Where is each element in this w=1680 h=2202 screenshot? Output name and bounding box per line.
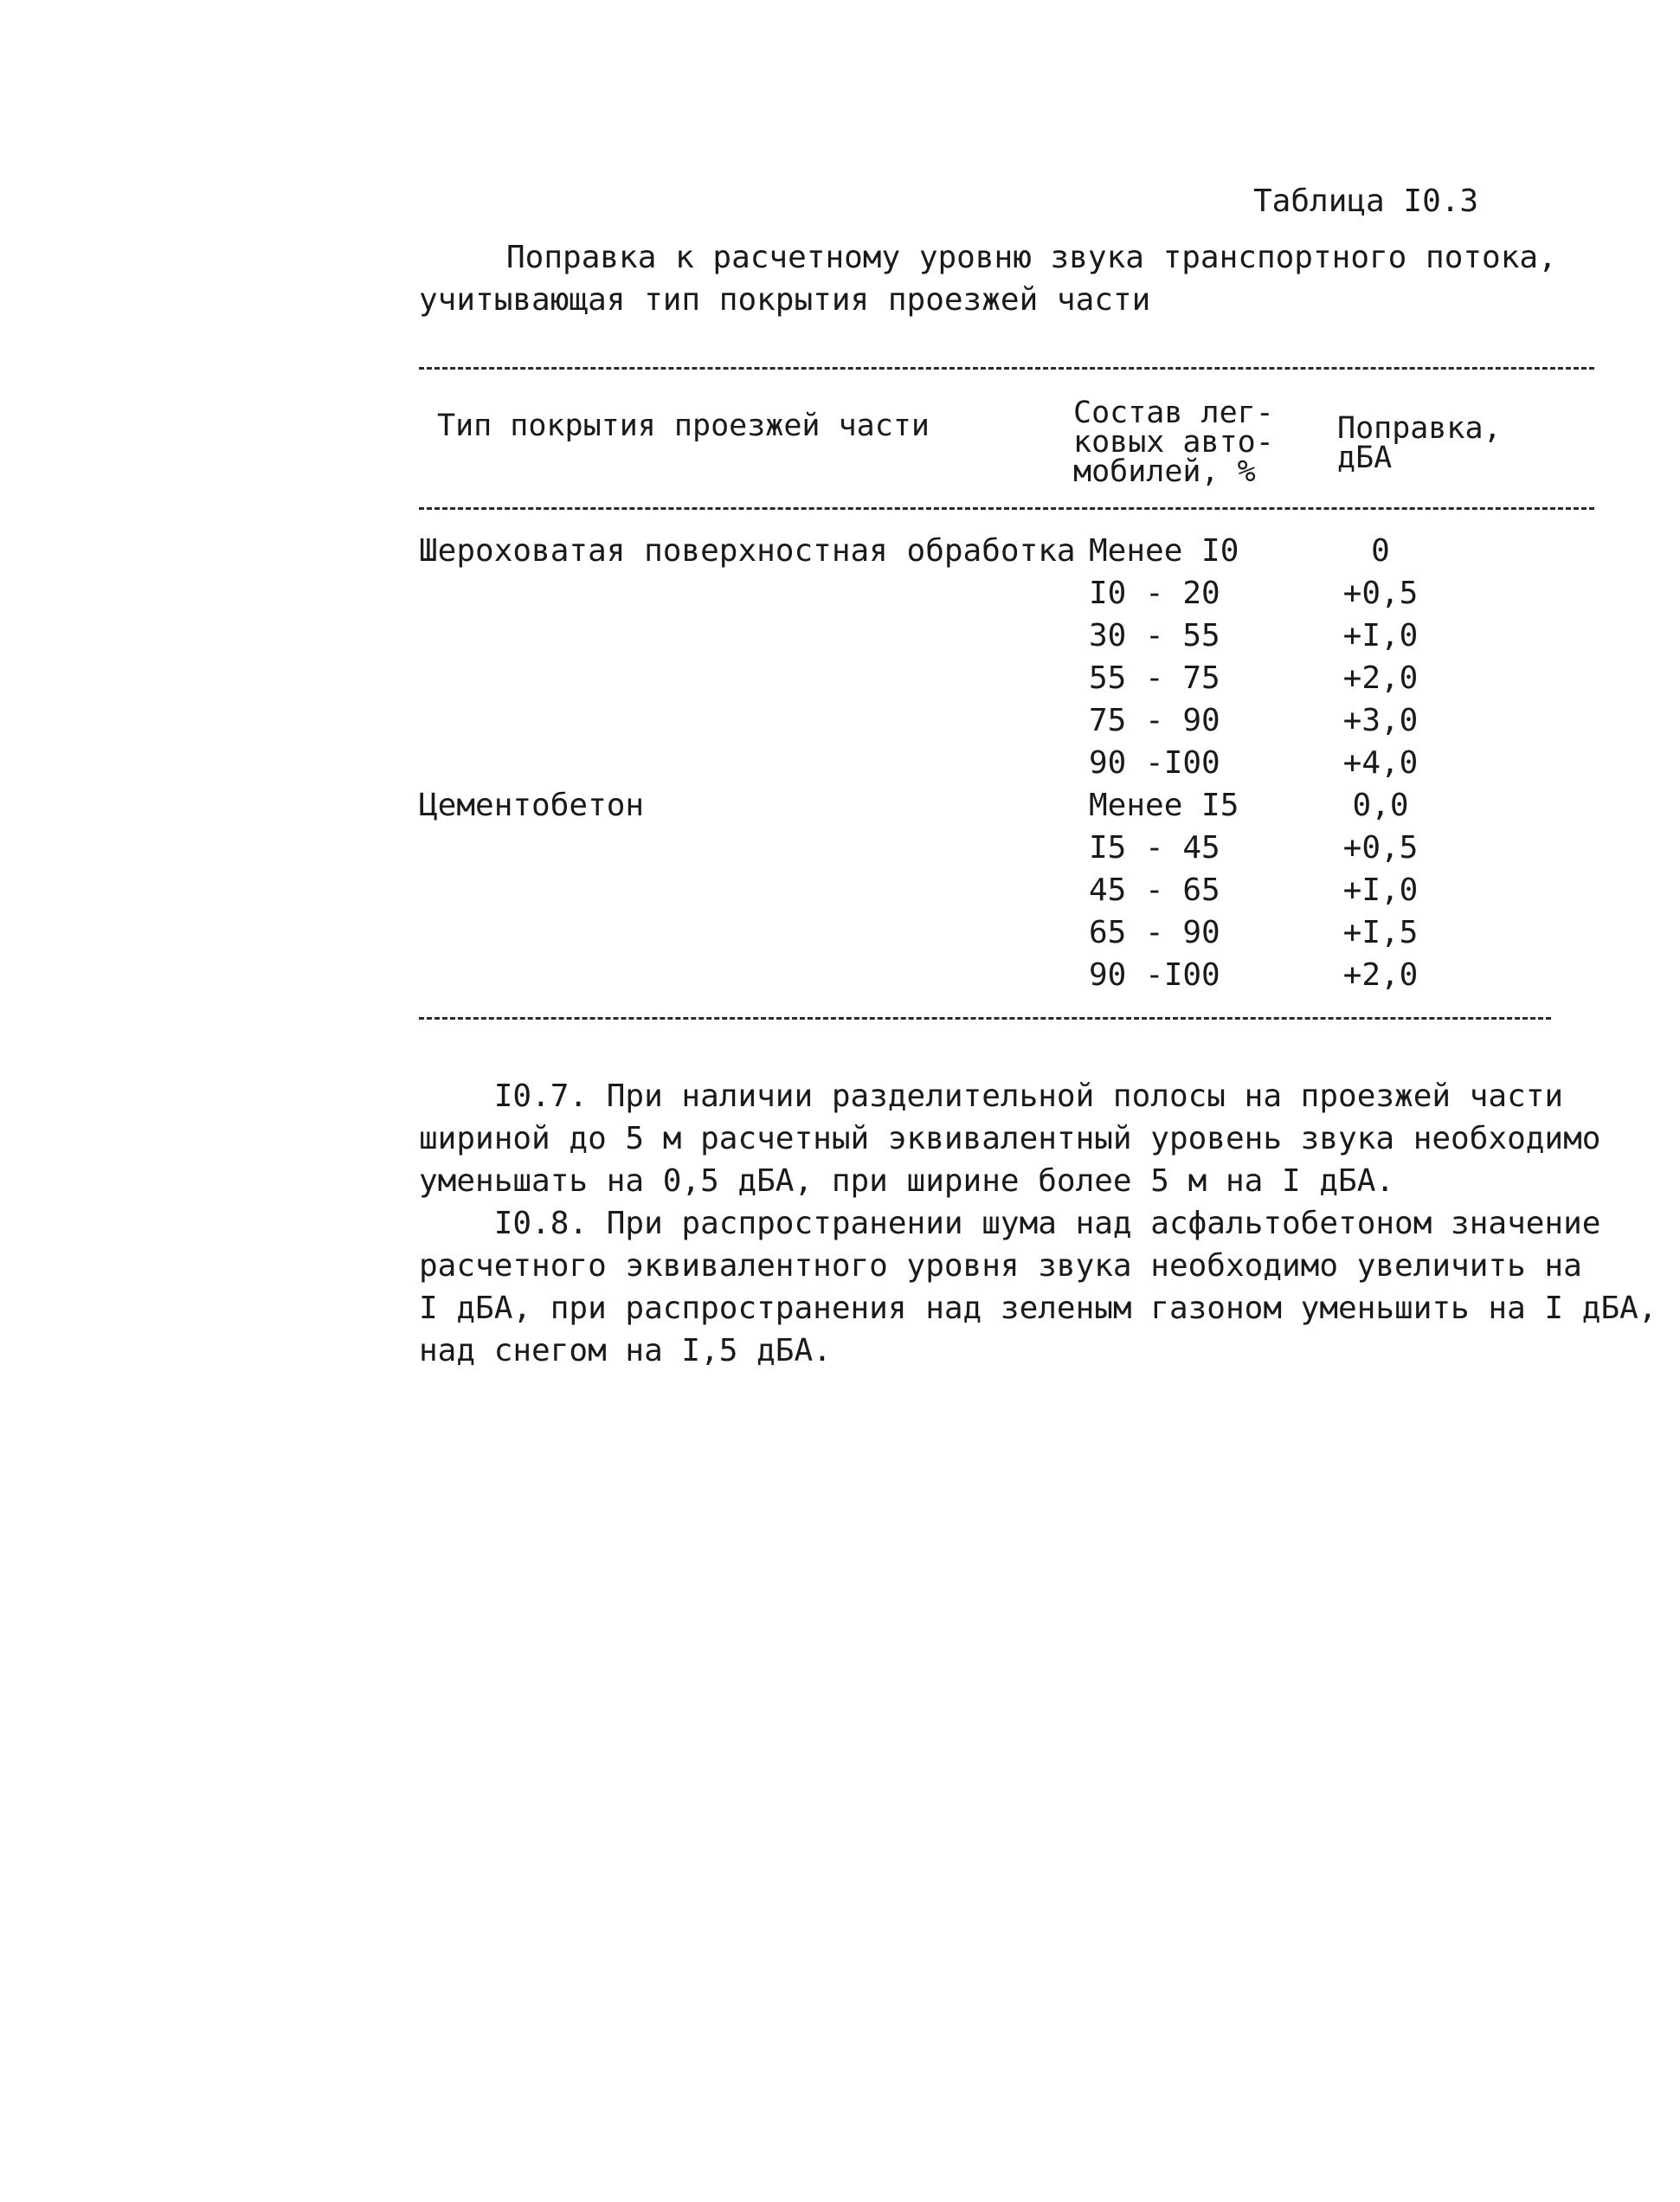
header-car-share-line-3: мобилей, % — [1073, 454, 1256, 489]
car-share-cell: 90 -I00 — [1089, 745, 1220, 781]
car-share-cell: 55 - 75 — [1089, 660, 1220, 696]
car-share-cell: 45 - 65 — [1089, 872, 1220, 908]
header-correction-line-1: Поправка, — [1337, 411, 1502, 446]
table-caption-line-1: Поправка к расчетному уровню звука транспортного потока, — [506, 240, 1557, 275]
surface-type-cell: Цементобетон — [419, 788, 645, 823]
correction-cell: +4,0 — [1342, 745, 1419, 781]
paragraph-line: I0.8. При распространении шума над асфальтобетоном значение — [419, 1206, 1601, 1241]
correction-cell: +3,0 — [1342, 703, 1419, 738]
car-share-cell: I0 - 20 — [1089, 576, 1220, 611]
header-car-share — [1073, 396, 1274, 489]
table-top-rule — [419, 367, 1594, 370]
car-share-cell: 65 - 90 — [1089, 915, 1220, 950]
surface-type-cell: Шероховатая поверхностная обработка — [419, 533, 1076, 569]
header-car-share-line-1: Состав лег- — [1073, 396, 1274, 430]
car-share-cell: I5 - 45 — [1089, 830, 1220, 866]
correction-cell: 0 — [1371, 533, 1390, 569]
correction-cell: 0,0 — [1352, 788, 1409, 823]
paragraph-line: уменьшать на 0,5 дБА, при ширине более 5 м на I дБА. — [419, 1163, 1395, 1199]
paragraph-line: I дБА, при распространения над зеленым газоном уменьшить на I дБА, — [419, 1291, 1657, 1326]
correction-cell: +I,5 — [1342, 915, 1419, 950]
paragraph-line: I0.7. При наличии разделительной полосы на проезжей части — [419, 1078, 1564, 1114]
car-share-cell: 75 - 90 — [1089, 703, 1220, 738]
car-share-cell: 30 - 55 — [1089, 618, 1220, 654]
car-share-cell: Менее I5 — [1089, 788, 1239, 823]
correction-cell: +0,5 — [1342, 830, 1419, 866]
table-bottom-rule — [419, 1017, 1551, 1020]
paragraph-line: расчетного эквивалентного уровня звука необходимо увеличить на — [419, 1248, 1582, 1284]
correction-cell: +I,0 — [1342, 872, 1419, 908]
paragraph-line: шириной до 5 м расчетный эквивалентный уровень звука необходимо — [419, 1121, 1601, 1156]
header-surface-type: Тип покрытия проезжей части — [437, 409, 930, 443]
table-header-rule — [419, 507, 1594, 510]
car-share-cell: 90 -I00 — [1089, 957, 1220, 993]
header-correction-line-2: дБА — [1337, 441, 1393, 475]
paragraph-line: над снегом на I,5 дБА. — [419, 1333, 832, 1368]
car-share-cell: Менее I0 — [1089, 533, 1239, 569]
table-caption-line-2: учитывающая тип покрытия проезжей части — [419, 282, 1151, 318]
table-number-label: Таблица I0.3 — [1253, 184, 1479, 219]
header-car-share-line-2: ковых авто- — [1073, 425, 1274, 460]
correction-cell: +2,0 — [1342, 957, 1419, 993]
correction-cell: +I,0 — [1342, 618, 1419, 654]
correction-cell: +0,5 — [1342, 576, 1419, 611]
correction-cell: +2,0 — [1342, 660, 1419, 696]
header-correction — [1337, 411, 1502, 475]
